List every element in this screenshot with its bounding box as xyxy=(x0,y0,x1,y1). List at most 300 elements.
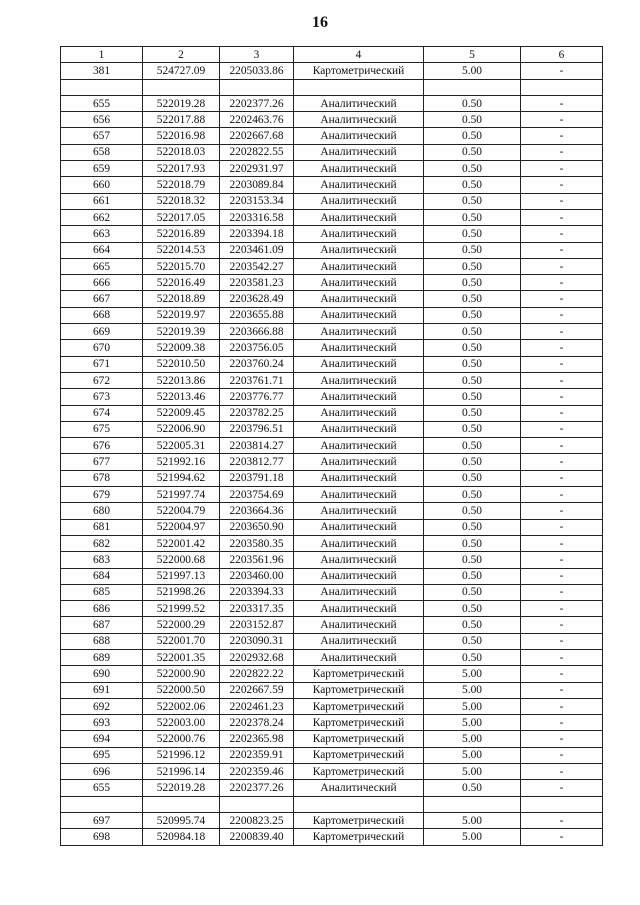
y-coordinate-cell: 2202378.24 xyxy=(220,715,294,731)
x-coordinate-cell: 522017.88 xyxy=(143,112,220,128)
note-cell: - xyxy=(521,405,603,421)
x-coordinate-cell: 522000.29 xyxy=(143,617,220,633)
x-coordinate-cell: 522009.45 xyxy=(143,405,220,421)
y-coordinate-cell: 2205033.86 xyxy=(220,63,294,79)
point-number-cell: 661 xyxy=(61,193,143,209)
accuracy-cell: 5.00 xyxy=(424,666,521,682)
point-number-cell: 696 xyxy=(61,764,143,780)
x-coordinate-cell: 522018.32 xyxy=(143,193,220,209)
point-number-cell: 670 xyxy=(61,340,143,356)
x-coordinate-cell: 522004.79 xyxy=(143,503,220,519)
table-row xyxy=(61,209,603,225)
y-coordinate-cell xyxy=(220,796,294,812)
method-cell: Аналитический xyxy=(294,226,424,242)
x-coordinate-cell: 522016.49 xyxy=(143,275,220,291)
point-number-cell xyxy=(61,79,143,95)
y-coordinate-cell: 2203542.27 xyxy=(220,258,294,274)
point-number-cell: 679 xyxy=(61,487,143,503)
accuracy-cell: 5.00 xyxy=(424,764,521,780)
method-cell: Аналитический xyxy=(294,601,424,617)
point-number-cell: 659 xyxy=(61,161,143,177)
table-row xyxy=(61,568,603,584)
method-cell: Аналитический xyxy=(294,617,424,633)
accuracy-cell: 0.50 xyxy=(424,258,521,274)
table-row xyxy=(61,649,603,665)
method-cell: Аналитический xyxy=(294,128,424,144)
x-coordinate-cell: 521996.12 xyxy=(143,747,220,763)
table-row xyxy=(61,633,603,649)
x-coordinate-cell: 522001.42 xyxy=(143,535,220,551)
y-coordinate-cell: 2203814.27 xyxy=(220,438,294,454)
note-cell: - xyxy=(521,421,603,437)
point-number-cell: 684 xyxy=(61,568,143,584)
accuracy-cell: 0.50 xyxy=(424,421,521,437)
x-coordinate-cell: 522004.97 xyxy=(143,519,220,535)
accuracy-cell: 0.50 xyxy=(424,389,521,405)
point-number-cell: 685 xyxy=(61,584,143,600)
x-coordinate-cell: 522014.53 xyxy=(143,242,220,258)
method-cell xyxy=(294,796,424,812)
table-row xyxy=(61,405,603,421)
accuracy-cell: 5.00 xyxy=(424,682,521,698)
accuracy-cell: 0.50 xyxy=(424,372,521,388)
y-coordinate-cell: 2202359.91 xyxy=(220,747,294,763)
y-coordinate-cell: 2203153.34 xyxy=(220,193,294,209)
point-number-cell: 688 xyxy=(61,633,143,649)
point-number-cell: 667 xyxy=(61,291,143,307)
accuracy-cell: 0.50 xyxy=(424,568,521,584)
column-header-6: 6 xyxy=(521,47,603,63)
note-cell: - xyxy=(521,144,603,160)
y-coordinate-cell: 2203650.90 xyxy=(220,519,294,535)
y-coordinate-cell: 2203791.18 xyxy=(220,470,294,486)
table-row xyxy=(61,128,603,144)
point-number-cell: 669 xyxy=(61,324,143,340)
method-cell: Картометрический xyxy=(294,731,424,747)
method-cell: Аналитический xyxy=(294,584,424,600)
point-number-cell: 663 xyxy=(61,226,143,242)
note-cell: - xyxy=(521,698,603,714)
method-cell: Аналитический xyxy=(294,242,424,258)
method-cell: Аналитический xyxy=(294,291,424,307)
note-cell: - xyxy=(521,63,603,79)
note-cell: - xyxy=(521,731,603,747)
table-row xyxy=(61,519,603,535)
table-body xyxy=(61,63,603,845)
method-cell: Аналитический xyxy=(294,649,424,665)
method-cell: Картометрический xyxy=(294,829,424,845)
coordinates-table xyxy=(60,46,603,846)
note-cell xyxy=(521,79,603,95)
table-row xyxy=(61,764,603,780)
x-coordinate-cell: 522019.28 xyxy=(143,780,220,796)
point-number-cell: 691 xyxy=(61,682,143,698)
x-coordinate-cell: 522001.70 xyxy=(143,633,220,649)
table-row xyxy=(61,372,603,388)
x-coordinate-cell: 522018.79 xyxy=(143,177,220,193)
x-coordinate-cell: 522016.89 xyxy=(143,226,220,242)
accuracy-cell: 0.50 xyxy=(424,112,521,128)
y-coordinate-cell: 2203760.24 xyxy=(220,356,294,372)
x-coordinate-cell: 522010.50 xyxy=(143,356,220,372)
note-cell: - xyxy=(521,307,603,323)
method-cell: Аналитический xyxy=(294,552,424,568)
x-coordinate-cell: 522019.39 xyxy=(143,324,220,340)
note-cell: - xyxy=(521,340,603,356)
note-cell: - xyxy=(521,666,603,682)
method-cell: Аналитический xyxy=(294,112,424,128)
point-number-cell: 668 xyxy=(61,307,143,323)
table-row xyxy=(61,161,603,177)
accuracy-cell: 0.50 xyxy=(424,226,521,242)
point-number-cell: 656 xyxy=(61,112,143,128)
accuracy-cell: 0.50 xyxy=(424,340,521,356)
method-cell: Аналитический xyxy=(294,405,424,421)
note-cell: - xyxy=(521,487,603,503)
note-cell: - xyxy=(521,470,603,486)
note-cell: - xyxy=(521,649,603,665)
note-cell: - xyxy=(521,242,603,258)
point-number-cell: 677 xyxy=(61,454,143,470)
x-coordinate-cell xyxy=(143,796,220,812)
y-coordinate-cell: 2200839.40 xyxy=(220,829,294,845)
method-cell: Аналитический xyxy=(294,487,424,503)
method-cell: Картометрический xyxy=(294,812,424,828)
accuracy-cell: 5.00 xyxy=(424,747,521,763)
point-number-cell: 690 xyxy=(61,666,143,682)
x-coordinate-cell: 521997.13 xyxy=(143,568,220,584)
accuracy-cell: 5.00 xyxy=(424,698,521,714)
method-cell: Картометрический xyxy=(294,715,424,731)
x-coordinate-cell: 521997.74 xyxy=(143,487,220,503)
y-coordinate-cell: 2202463.76 xyxy=(220,112,294,128)
note-cell: - xyxy=(521,812,603,828)
method-cell: Аналитический xyxy=(294,421,424,437)
note-cell: - xyxy=(521,258,603,274)
method-cell: Аналитический xyxy=(294,193,424,209)
table-row xyxy=(61,275,603,291)
point-number-cell: 680 xyxy=(61,503,143,519)
method-cell: Аналитический xyxy=(294,389,424,405)
accuracy-cell: 0.50 xyxy=(424,519,521,535)
accuracy-cell: 0.50 xyxy=(424,584,521,600)
point-number-cell xyxy=(61,796,143,812)
table-row xyxy=(61,324,603,340)
table-row xyxy=(61,780,603,796)
note-cell: - xyxy=(521,780,603,796)
x-coordinate-cell: 520995.74 xyxy=(143,812,220,828)
method-cell: Картометрический xyxy=(294,666,424,682)
table-row xyxy=(61,715,603,731)
method-cell: Аналитический xyxy=(294,177,424,193)
point-number-cell: 682 xyxy=(61,535,143,551)
column-header-1: 1 xyxy=(61,47,143,63)
y-coordinate-cell: 2202377.26 xyxy=(220,780,294,796)
point-number-cell: 695 xyxy=(61,747,143,763)
table-row xyxy=(61,584,603,600)
note-cell: - xyxy=(521,177,603,193)
method-cell: Аналитический xyxy=(294,209,424,225)
y-coordinate-cell: 2202822.22 xyxy=(220,666,294,682)
method-cell xyxy=(294,79,424,95)
point-number-cell: 655 xyxy=(61,780,143,796)
method-cell: Аналитический xyxy=(294,470,424,486)
column-header-2: 2 xyxy=(143,47,220,63)
y-coordinate-cell: 2203152.87 xyxy=(220,617,294,633)
point-number-cell: 675 xyxy=(61,421,143,437)
table-row xyxy=(61,698,603,714)
page-number: 16 xyxy=(312,14,328,31)
point-number-cell: 697 xyxy=(61,812,143,828)
y-coordinate-cell: 2203796.51 xyxy=(220,421,294,437)
note-cell: - xyxy=(521,356,603,372)
y-coordinate-cell: 2203394.33 xyxy=(220,584,294,600)
y-coordinate-cell: 2203754.69 xyxy=(220,487,294,503)
column-header-5: 5 xyxy=(424,47,521,63)
method-cell: Картометрический xyxy=(294,764,424,780)
y-coordinate-cell: 2202461.23 xyxy=(220,698,294,714)
x-coordinate-cell xyxy=(143,79,220,95)
y-coordinate-cell: 2202932.68 xyxy=(220,649,294,665)
point-number-cell: 681 xyxy=(61,519,143,535)
table-row xyxy=(61,812,603,828)
x-coordinate-cell: 521996.14 xyxy=(143,764,220,780)
accuracy-cell: 5.00 xyxy=(424,731,521,747)
y-coordinate-cell: 2203580.35 xyxy=(220,535,294,551)
table-row xyxy=(61,112,603,128)
y-coordinate-cell xyxy=(220,79,294,95)
note-cell: - xyxy=(521,617,603,633)
x-coordinate-cell: 522013.46 xyxy=(143,389,220,405)
table-row xyxy=(61,193,603,209)
method-cell: Аналитический xyxy=(294,633,424,649)
point-number-cell: 692 xyxy=(61,698,143,714)
y-coordinate-cell: 2203090.31 xyxy=(220,633,294,649)
point-number-cell: 665 xyxy=(61,258,143,274)
x-coordinate-cell: 522000.50 xyxy=(143,682,220,698)
column-header-4: 4 xyxy=(294,47,424,63)
y-coordinate-cell: 2203628.49 xyxy=(220,291,294,307)
table-row xyxy=(61,307,603,323)
accuracy-cell: 0.50 xyxy=(424,324,521,340)
point-number-cell: 662 xyxy=(61,209,143,225)
x-coordinate-cell: 522017.93 xyxy=(143,161,220,177)
y-coordinate-cell: 2203655.88 xyxy=(220,307,294,323)
table-row xyxy=(61,601,603,617)
accuracy-cell: 0.50 xyxy=(424,95,521,111)
note-cell: - xyxy=(521,372,603,388)
y-coordinate-cell: 2203666.88 xyxy=(220,324,294,340)
note-cell: - xyxy=(521,584,603,600)
point-number-cell: 686 xyxy=(61,601,143,617)
point-number-cell: 381 xyxy=(61,63,143,79)
table-row xyxy=(61,731,603,747)
x-coordinate-cell: 522005.31 xyxy=(143,438,220,454)
accuracy-cell: 0.50 xyxy=(424,633,521,649)
point-number-cell: 671 xyxy=(61,356,143,372)
note-cell: - xyxy=(521,601,603,617)
table-row xyxy=(61,242,603,258)
table-row xyxy=(61,356,603,372)
accuracy-cell: 0.50 xyxy=(424,552,521,568)
y-coordinate-cell: 2202377.26 xyxy=(220,95,294,111)
method-cell: Аналитический xyxy=(294,503,424,519)
method-cell: Картометрический xyxy=(294,747,424,763)
y-coordinate-cell: 2203316.58 xyxy=(220,209,294,225)
accuracy-cell: 0.50 xyxy=(424,405,521,421)
note-cell: - xyxy=(521,438,603,454)
table-row xyxy=(61,552,603,568)
x-coordinate-cell: 522003.00 xyxy=(143,715,220,731)
accuracy-cell: 5.00 xyxy=(424,63,521,79)
x-coordinate-cell: 522018.89 xyxy=(143,291,220,307)
method-cell: Картометрический xyxy=(294,63,424,79)
column-header-3: 3 xyxy=(220,47,294,63)
note-cell: - xyxy=(521,552,603,568)
point-number-cell: 657 xyxy=(61,128,143,144)
method-cell: Аналитический xyxy=(294,324,424,340)
accuracy-cell: 0.50 xyxy=(424,291,521,307)
point-number-cell: 687 xyxy=(61,617,143,633)
x-coordinate-cell: 521992.16 xyxy=(143,454,220,470)
table-row xyxy=(61,340,603,356)
note-cell: - xyxy=(521,633,603,649)
note-cell: - xyxy=(521,291,603,307)
x-coordinate-cell: 522016.98 xyxy=(143,128,220,144)
note-cell: - xyxy=(521,503,603,519)
method-cell: Картометрический xyxy=(294,682,424,698)
y-coordinate-cell: 2203394.18 xyxy=(220,226,294,242)
y-coordinate-cell: 2203664.36 xyxy=(220,503,294,519)
table-row xyxy=(61,682,603,698)
table-row xyxy=(61,470,603,486)
y-coordinate-cell: 2203089.84 xyxy=(220,177,294,193)
accuracy-cell: 0.50 xyxy=(424,503,521,519)
point-number-cell: 693 xyxy=(61,715,143,731)
method-cell: Аналитический xyxy=(294,454,424,470)
x-coordinate-cell: 521998.26 xyxy=(143,584,220,600)
method-cell: Аналитический xyxy=(294,340,424,356)
point-number-cell: 694 xyxy=(61,731,143,747)
point-number-cell: 674 xyxy=(61,405,143,421)
accuracy-cell: 0.50 xyxy=(424,307,521,323)
method-cell: Аналитический xyxy=(294,161,424,177)
x-coordinate-cell: 522018.03 xyxy=(143,144,220,160)
method-cell: Аналитический xyxy=(294,275,424,291)
x-coordinate-cell: 521994.62 xyxy=(143,470,220,486)
accuracy-cell: 0.50 xyxy=(424,177,521,193)
table-row xyxy=(61,226,603,242)
y-coordinate-cell: 2203782.25 xyxy=(220,405,294,421)
y-coordinate-cell: 2202365.98 xyxy=(220,731,294,747)
table-row xyxy=(61,666,603,682)
accuracy-cell: 0.50 xyxy=(424,161,521,177)
note-cell: - xyxy=(521,535,603,551)
note-cell: - xyxy=(521,568,603,584)
table-row xyxy=(61,291,603,307)
note-cell: - xyxy=(521,112,603,128)
method-cell: Аналитический xyxy=(294,568,424,584)
method-cell: Аналитический xyxy=(294,780,424,796)
accuracy-cell: 5.00 xyxy=(424,829,521,845)
note-cell: - xyxy=(521,747,603,763)
y-coordinate-cell: 2202667.68 xyxy=(220,128,294,144)
x-coordinate-cell: 522009.38 xyxy=(143,340,220,356)
x-coordinate-cell: 522006.90 xyxy=(143,421,220,437)
table-row xyxy=(61,95,603,111)
x-coordinate-cell: 522013.86 xyxy=(143,372,220,388)
method-cell: Аналитический xyxy=(294,519,424,535)
point-number-cell: 689 xyxy=(61,649,143,665)
table-row xyxy=(61,421,603,437)
table-row xyxy=(61,389,603,405)
method-cell: Аналитический xyxy=(294,144,424,160)
point-number-cell: 658 xyxy=(61,144,143,160)
table-row xyxy=(61,617,603,633)
note-cell: - xyxy=(521,95,603,111)
table-row xyxy=(61,454,603,470)
method-cell: Аналитический xyxy=(294,535,424,551)
note-cell: - xyxy=(521,454,603,470)
table-row xyxy=(61,829,603,845)
accuracy-cell: 0.50 xyxy=(424,649,521,665)
table-row xyxy=(61,79,603,95)
note-cell: - xyxy=(521,128,603,144)
table-row xyxy=(61,438,603,454)
note-cell: - xyxy=(521,275,603,291)
table-row xyxy=(61,63,603,79)
point-number-cell: 698 xyxy=(61,829,143,845)
method-cell: Аналитический xyxy=(294,95,424,111)
accuracy-cell xyxy=(424,796,521,812)
method-cell: Аналитический xyxy=(294,438,424,454)
table-header-row xyxy=(61,47,603,63)
method-cell: Аналитический xyxy=(294,307,424,323)
method-cell: Аналитический xyxy=(294,258,424,274)
y-coordinate-cell: 2203776.77 xyxy=(220,389,294,405)
x-coordinate-cell: 522000.68 xyxy=(143,552,220,568)
point-number-cell: 672 xyxy=(61,372,143,388)
accuracy-cell: 0.50 xyxy=(424,144,521,160)
x-coordinate-cell: 522019.97 xyxy=(143,307,220,323)
y-coordinate-cell: 2202359.46 xyxy=(220,764,294,780)
accuracy-cell: 0.50 xyxy=(424,128,521,144)
x-coordinate-cell: 521999.52 xyxy=(143,601,220,617)
table-row xyxy=(61,503,603,519)
x-coordinate-cell: 522000.90 xyxy=(143,666,220,682)
accuracy-cell: 5.00 xyxy=(424,715,521,731)
method-cell: Аналитический xyxy=(294,372,424,388)
point-number-cell: 673 xyxy=(61,389,143,405)
y-coordinate-cell: 2202667.59 xyxy=(220,682,294,698)
point-number-cell: 660 xyxy=(61,177,143,193)
accuracy-cell: 0.50 xyxy=(424,209,521,225)
point-number-cell: 666 xyxy=(61,275,143,291)
point-number-cell: 676 xyxy=(61,438,143,454)
x-coordinate-cell: 522001.35 xyxy=(143,649,220,665)
table-row xyxy=(61,796,603,812)
x-coordinate-cell: 522002.06 xyxy=(143,698,220,714)
y-coordinate-cell: 2203561.96 xyxy=(220,552,294,568)
note-cell xyxy=(521,796,603,812)
y-coordinate-cell: 2203461.09 xyxy=(220,242,294,258)
x-coordinate-cell: 524727.09 xyxy=(143,63,220,79)
table-row xyxy=(61,747,603,763)
accuracy-cell: 0.50 xyxy=(424,601,521,617)
x-coordinate-cell: 522015.70 xyxy=(143,258,220,274)
accuracy-cell: 0.50 xyxy=(424,242,521,258)
table-row xyxy=(61,177,603,193)
